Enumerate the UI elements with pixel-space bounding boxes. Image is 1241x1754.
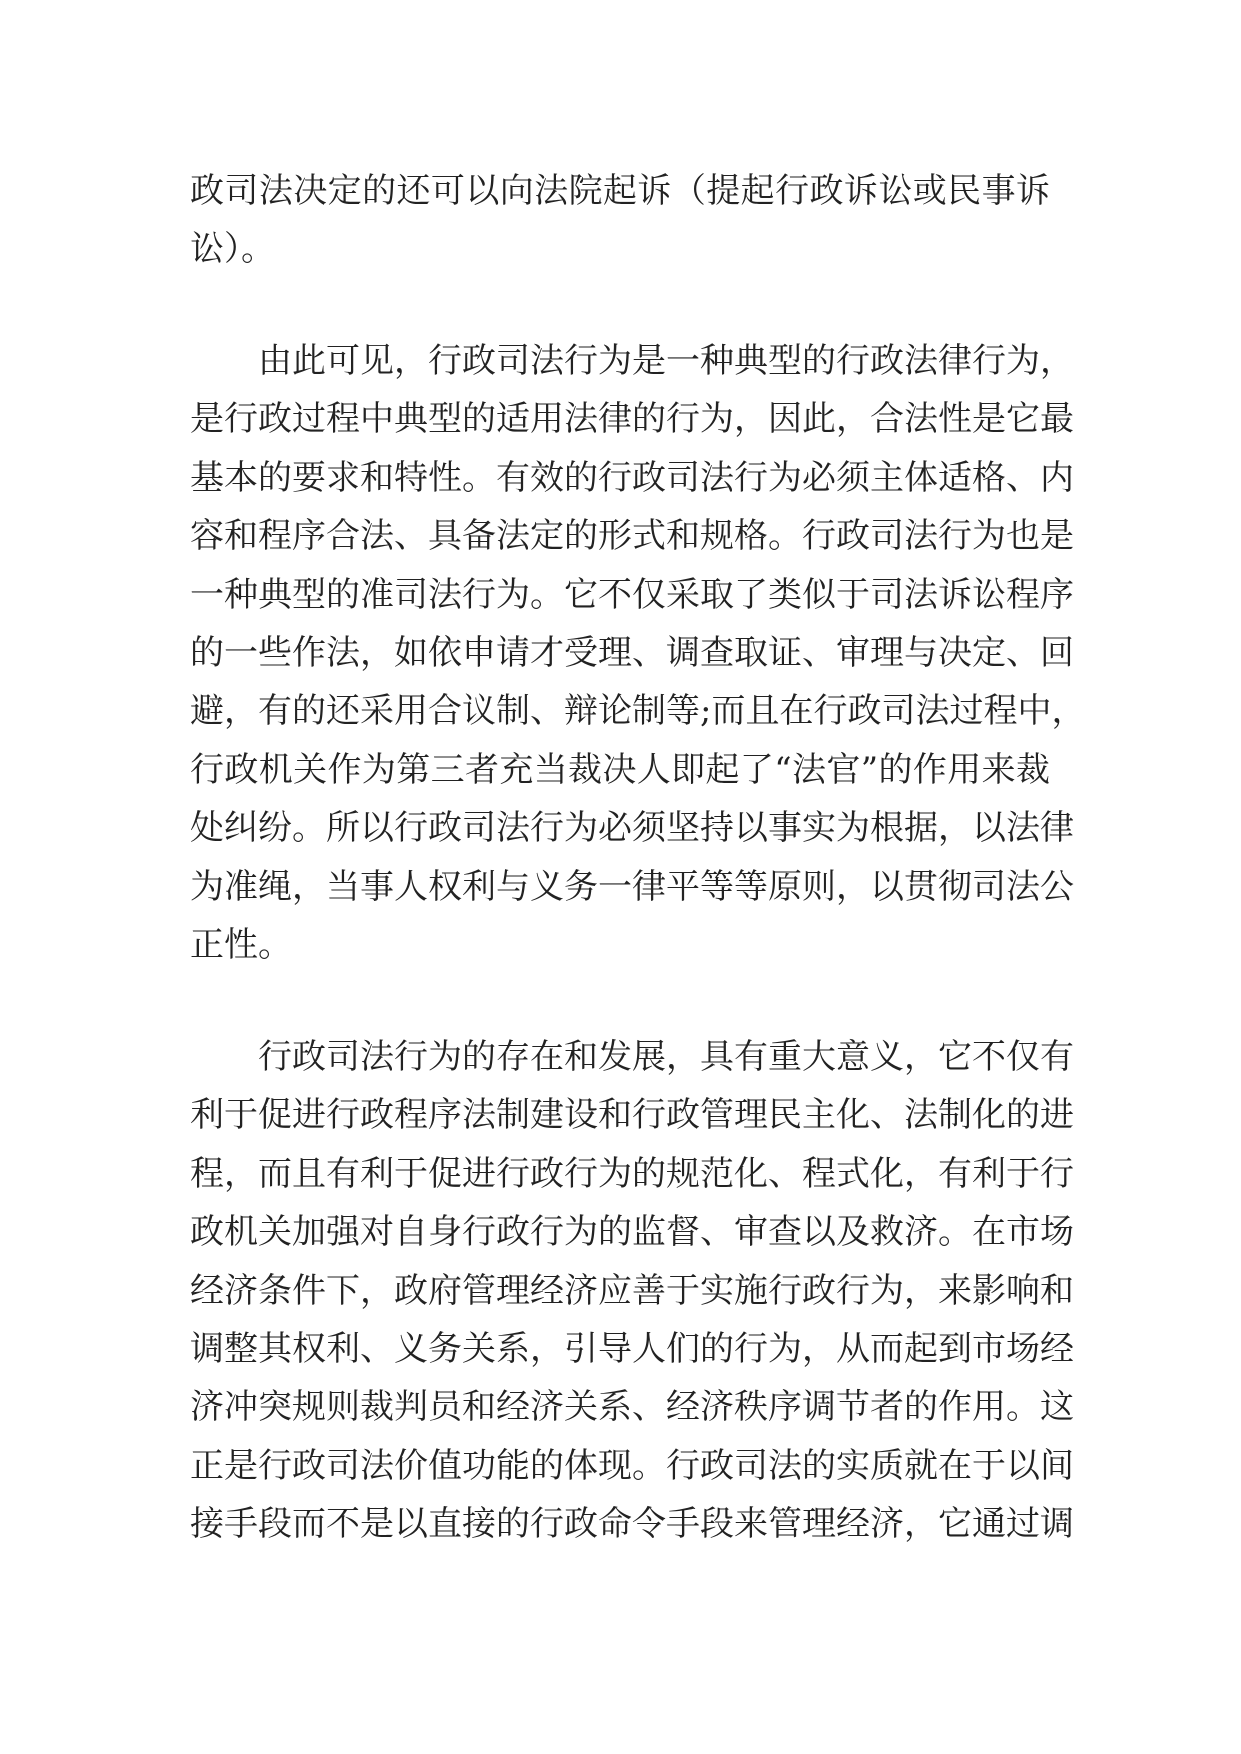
- text-line: 调整其权利、义务关系，引导人们的行为，从而起到市场经: [190, 1328, 1074, 1369]
- text-line: 政机关加强对自身行政行为的监督、审查以及救济。在市场: [190, 1212, 1074, 1253]
- paragraph-2: [190, 332, 1086, 974]
- paragraph-1: [190, 162, 1050, 279]
- text-line: 政司法决定的还可以向法院起诉（提起行政诉讼或民事诉: [190, 171, 1050, 211]
- text-line: 程，而且有利于促进行政行为的规范化、程式化，有利于行: [190, 1153, 1074, 1194]
- text-line: 为准绳，当事人权利与义务一律平等等原则，以贯彻司法公: [190, 866, 1074, 907]
- text-line: 避，有的还采用合议制、辩论制等;而且在行政司法过程中，: [190, 691, 1086, 732]
- text-line: 利于促进行政程序法制建设和行政管理民主化、法制化的进: [190, 1095, 1074, 1136]
- text-line: 正是行政司法价值功能的体现。行政司法的实质就在于以间: [190, 1445, 1074, 1486]
- text-line: 是行政过程中典型的适用法律的行为，因此，合法性是它最: [190, 399, 1074, 440]
- text-line: 的一些作法，如依申请才受理、调查取证、审理与决定、回: [190, 632, 1074, 673]
- text-line: 行政司法行为的存在和发展，具有重大意义，它不仅有: [258, 1037, 1074, 1077]
- text-line: 由此可见，行政司法行为是一种典型的行政法律行为，: [258, 341, 1074, 381]
- text-line: 容和程序合法、具备法定的形式和规格。行政司法行为也是: [190, 516, 1074, 557]
- paragraph-3: [190, 1028, 1074, 1554]
- text-line: 基本的要求和特性。有效的行政司法行为必须主体适格、内: [190, 457, 1074, 498]
- text-line: 讼）。: [190, 229, 275, 270]
- text-line: 经济条件下，政府管理经济应善于实施行政行为，来影响和: [190, 1270, 1074, 1311]
- text-line: 济冲突规则裁判员和经济关系、经济秩序调节者的作用。这: [190, 1387, 1074, 1428]
- text-line: 行政机关作为第三者充当裁决人即起了“法官”的作用来裁: [190, 749, 1050, 790]
- text-line: 处纠纷。所以行政司法行为必须坚持以事实为根据，以法律: [190, 808, 1074, 849]
- text-line: 正性。: [190, 924, 292, 965]
- text-line: 一种典型的准司法行为。它不仅采取了类似于司法诉讼程序: [190, 574, 1074, 615]
- text-line: 接手段而不是以直接的行政命令手段来管理经济，它通过调: [190, 1504, 1074, 1545]
